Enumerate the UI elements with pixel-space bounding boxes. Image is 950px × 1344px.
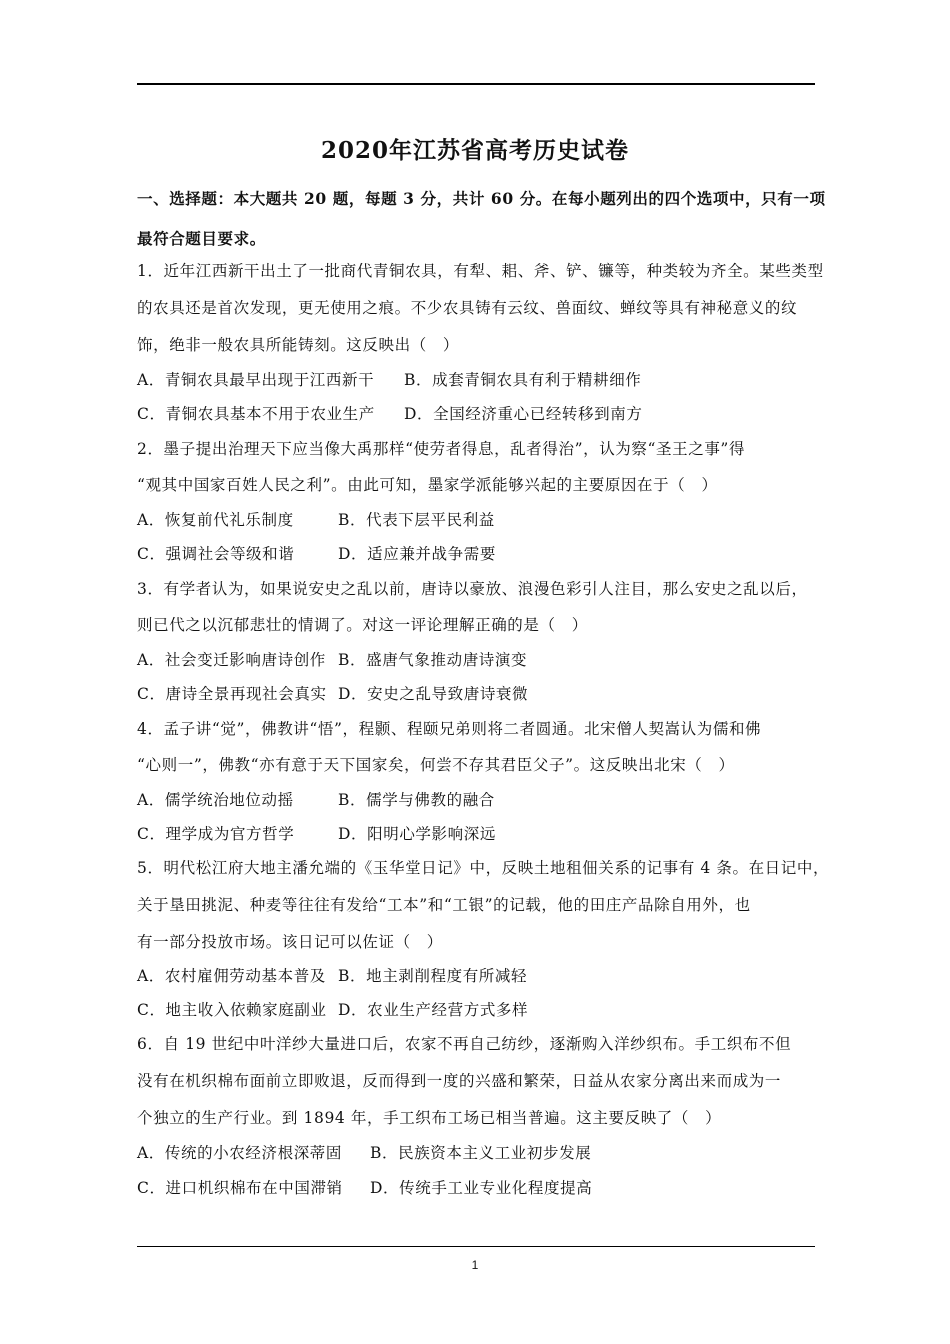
option-d: D．安史之乱导致唐诗衰微: [338, 685, 529, 703]
option-a: A．儒学统治地位动摇: [137, 791, 294, 809]
question-text: 5．明代松江府大地主潘允端的《玉华堂日记》中，反映土地租佃关系的记事有 4 条。在日记中，: [137, 859, 830, 877]
option-d: D．传统手工业专业化程度提高: [370, 1179, 593, 1197]
question-text: 1．近年江西新干出土了一批商代青铜农具，有犁、耜、斧、铲、镰等，种类较为齐全。某些类型: [137, 262, 824, 280]
option-b: B．地主剥削程度有所减轻: [338, 967, 528, 985]
question-text: 4．孟子讲“觉”，佛教讲“悟”，程颢、程颐兄弟则将二者圆通。北宋僧人契嵩认为儒和佛: [137, 720, 762, 738]
option-c: C．理学成为官方哲学: [137, 825, 295, 843]
section-instruction: 一、选择题：本大题共 20 题，每题 3 分，共计 60 分。在每小题列出的四个选项中，只有一项: [137, 189, 826, 208]
question-text: 饰，绝非一般农具所能铸刻。这反映出（ ）: [137, 336, 460, 354]
question-text: 个独立的生产行业。到 1894 年，手工织布工场已相当普遍。这主要反映了（ ）: [137, 1109, 722, 1127]
option-d: D．适应兼并战争需要: [338, 545, 496, 563]
option-a: A．社会变迁影响唐诗创作: [137, 651, 326, 669]
option-d: D．全国经济重心已经转移到南方: [404, 405, 643, 423]
page-title: 2020年江苏省高考历史试卷: [320, 137, 629, 164]
option-d: D．阳明心学影响深远: [338, 825, 496, 843]
header-rule: [137, 83, 815, 85]
option-d: D．农业生产经营方式多样: [338, 1001, 529, 1019]
option-b: B．民族资本主义工业初步发展: [370, 1144, 592, 1162]
question-text: 有一部分投放市场。该日记可以佐证（ ）: [137, 933, 443, 951]
question-text: “心则一”，佛教“亦有意于天下国家矣，何尝不存其君臣父子”。这反映出北宋（ ）: [137, 756, 735, 774]
option-a: A．恢复前代礼乐制度: [137, 511, 294, 529]
question-text: 3．有学者认为，如果说安史之乱以前，唐诗以豪放、浪漫色彩引人注目，那么安史之乱以后，: [137, 580, 808, 598]
question-text: 的农具还是首次发现，更无使用之痕。不少农具铸有云纹、兽面纹、蝉纹等具有神秘意义的纹: [137, 299, 798, 317]
option-b: B．盛唐气象推动唐诗演变: [338, 651, 528, 669]
question-text: 则已代之以沉郁悲壮的情调了。对这一评论理解正确的是（ ）: [137, 616, 588, 634]
option-c: C．青铜农具基本不用于农业生产: [137, 405, 375, 423]
question-text: 6．自 19 世纪中叶洋纱大量进口后，农家不再自己纺纱，逐渐购入洋纱织布。手工织布不但: [137, 1035, 792, 1053]
question-text: 2．墨子提出治理天下应当像大禹那样“使劳者得息，乱者得治”，认为察“圣王之事”得: [137, 440, 746, 458]
option-c: C．唐诗全景再现社会真实: [137, 685, 327, 703]
option-b: B．代表下层平民利益: [338, 511, 495, 529]
option-c: C．进口机织棉布在中国滞销: [137, 1179, 343, 1197]
question-text: 没有在机织棉布面前立即败退，反而得到一度的兴盛和繁荣，日益从农家分离出来而成为一: [137, 1072, 782, 1090]
page-number: 1: [471, 1258, 479, 1272]
option-c: C．地主收入依赖家庭副业: [137, 1001, 327, 1019]
option-b: B．儒学与佛教的融合: [338, 791, 495, 809]
option-b: B．成套青铜农具有利于精耕细作: [404, 371, 642, 389]
section-instruction-cont: 最符合题目要求。: [137, 229, 266, 248]
option-c: C．强调社会等级和谐: [137, 545, 295, 563]
option-a: A．农村雇佣劳动基本普及: [137, 967, 326, 985]
footer-rule: [137, 1246, 815, 1247]
question-text: 关于垦田挑泥、种麦等往往有发给“工本”和“工银”的记载，他的田庄产品除自用外，也: [137, 896, 751, 914]
option-a: A．青铜农具最早出现于江西新干: [137, 371, 375, 389]
option-a: A．传统的小农经济根深蒂固: [137, 1144, 342, 1162]
question-text: “观其中国家百姓人民之利”。由此可知，墨家学派能够兴起的主要原因在于（ ）: [137, 476, 718, 494]
